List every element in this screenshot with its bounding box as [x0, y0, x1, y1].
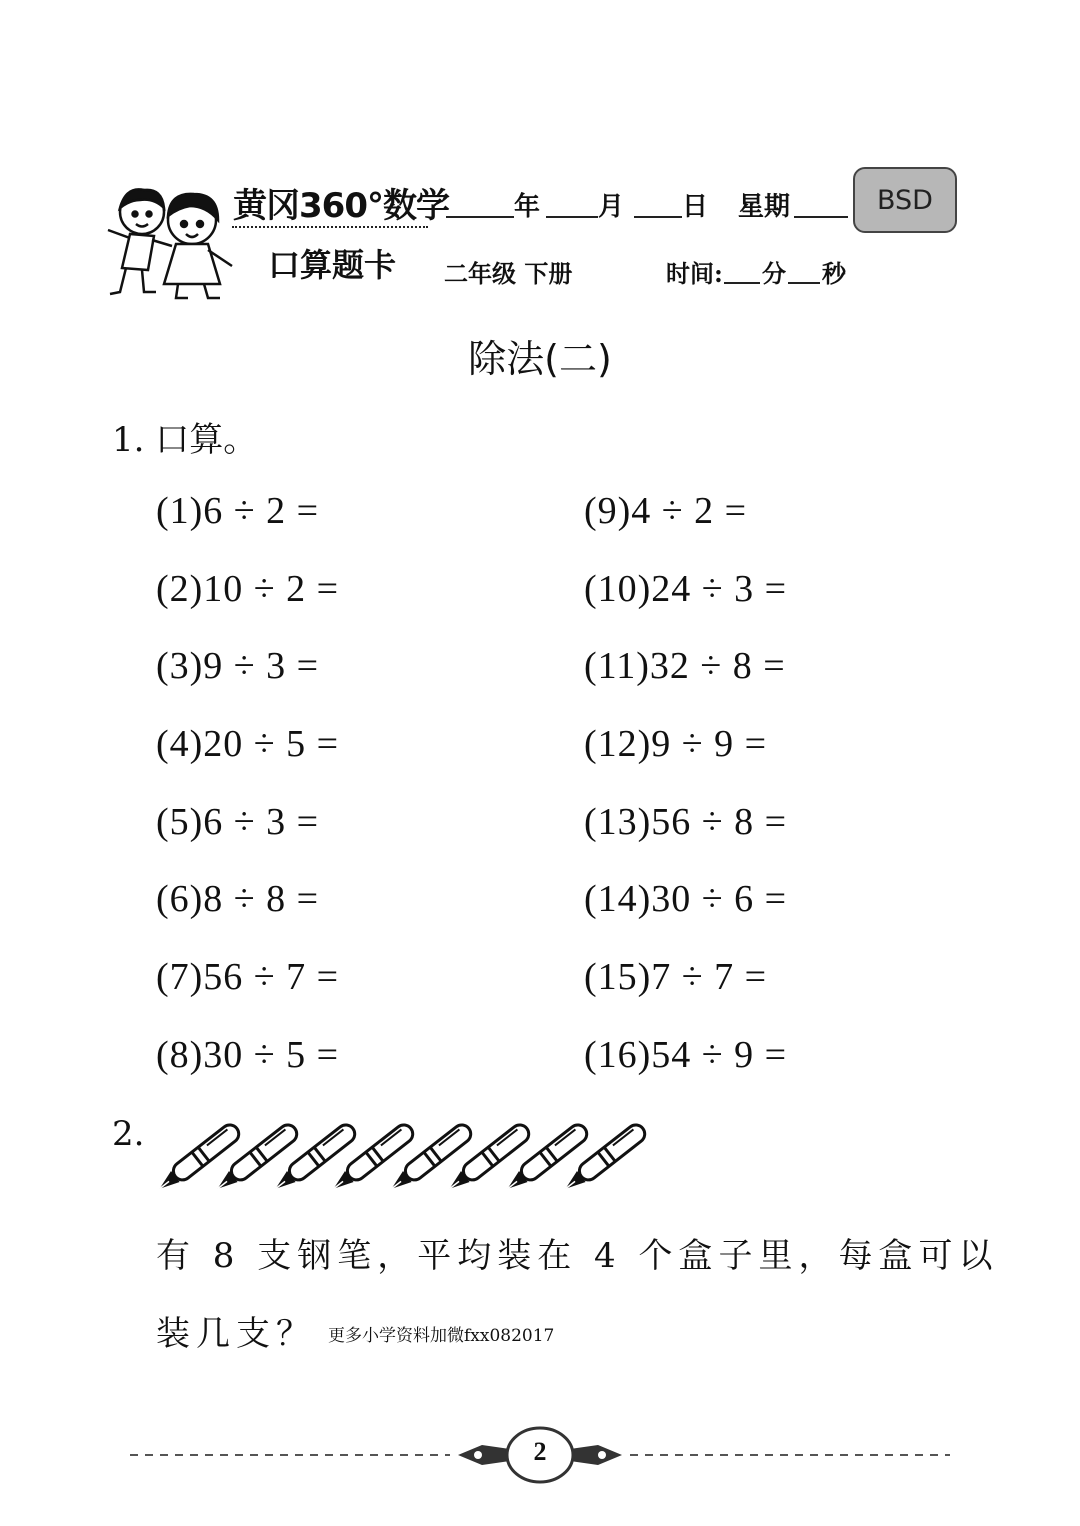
grade-label: 二年级 下册: [444, 259, 573, 288]
problem-8: (8)30 ÷ 5 =: [156, 1034, 340, 1076]
word-problem-line-2-row: [156, 1306, 554, 1355]
problem-6: (6)8 ÷ 8 =: [156, 878, 320, 920]
month-blank[interactable]: [546, 186, 598, 218]
brand-underline: [232, 226, 428, 228]
day-blank[interactable]: [634, 186, 682, 218]
minute-label: 分: [762, 259, 786, 288]
problem-15: (15)7 ÷ 7 =: [584, 956, 768, 998]
weekday-label: 星期: [738, 192, 791, 222]
problem-7: (7)56 ÷ 7 =: [156, 956, 340, 998]
children-illustration: [100, 180, 245, 300]
page-number: 2: [533, 1437, 547, 1466]
problem-3: (3)9 ÷ 3 =: [156, 645, 320, 687]
question-1-heading: 1. 口算。: [112, 420, 258, 460]
month-label: 月: [598, 192, 625, 222]
word-problem-line-2: 装几支？: [156, 1314, 316, 1354]
fountain-pens-illustration: [150, 1108, 670, 1198]
problem-13: (13)56 ÷ 8 =: [584, 801, 788, 843]
brand-name: 黄冈360°数学: [233, 186, 449, 226]
problem-2: (2)10 ÷ 2 =: [156, 568, 340, 610]
problem-4: (4)20 ÷ 5 =: [156, 723, 340, 765]
day-label: 日: [682, 192, 709, 222]
second-label: 秒: [822, 259, 846, 288]
second-blank[interactable]: [788, 256, 820, 284]
problem-9: (9)4 ÷ 2 =: [584, 490, 748, 532]
minute-blank[interactable]: [724, 256, 760, 284]
year-label: 年: [514, 192, 541, 222]
word-problem-line-1: 有 8 支钢笔，平均装在 4 个盒子里，每盒可以: [156, 1236, 999, 1276]
weekday-blank[interactable]: [794, 186, 848, 218]
problem-10: (10)24 ÷ 3 =: [584, 568, 788, 610]
watermark-text: 更多小学资料加微fxx082017: [328, 1326, 555, 1346]
time-label: 时间:: [666, 259, 723, 288]
problem-16: (16)54 ÷ 9 =: [584, 1034, 788, 1076]
card-title: 口算题卡: [268, 246, 397, 284]
question-2-number: 2.: [112, 1114, 145, 1154]
year-blank[interactable]: [446, 186, 514, 218]
problem-12: (12)9 ÷ 9 =: [584, 723, 768, 765]
edition-badge: BSD: [853, 167, 957, 233]
lesson-title: 除法(二): [468, 337, 612, 381]
problem-14: (14)30 ÷ 6 =: [584, 878, 788, 920]
problem-5: (5)6 ÷ 3 =: [156, 801, 320, 843]
problem-11: (11)32 ÷ 8 =: [584, 645, 786, 687]
problem-1: (1)6 ÷ 2 =: [156, 490, 320, 532]
